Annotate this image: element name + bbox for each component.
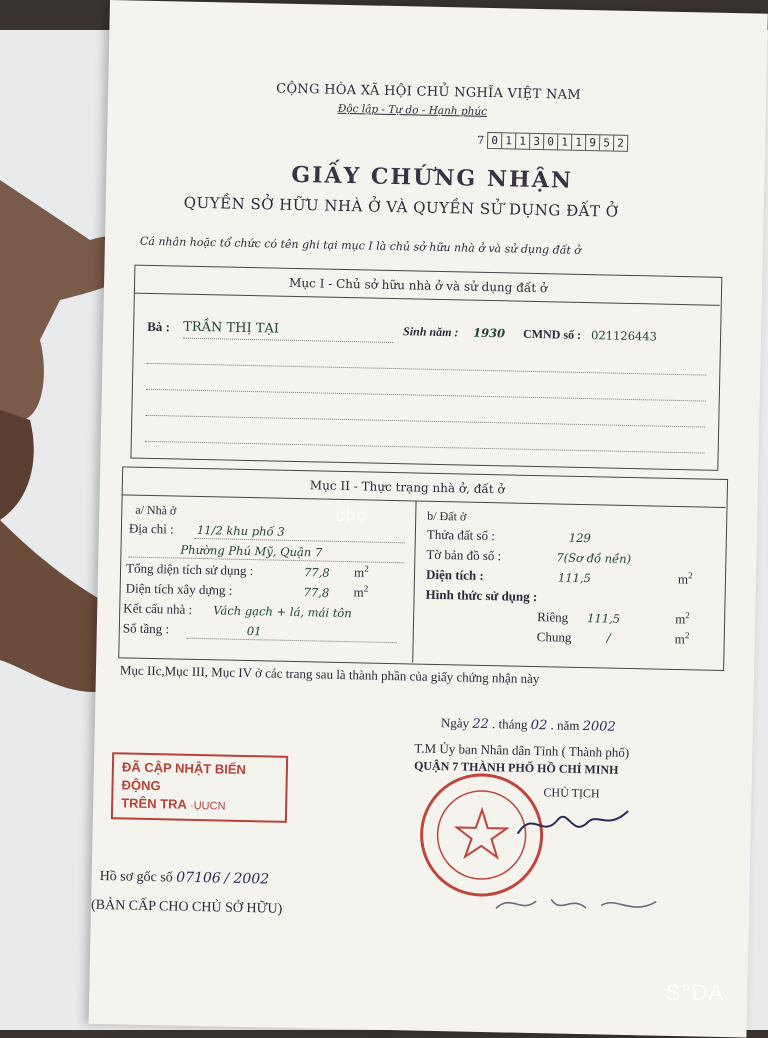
shared-area: / xyxy=(606,630,611,645)
republic-header: CỘNG HÒA XÃ HỘI CHỦ NGHĨA VIỆT NAM xyxy=(276,81,582,103)
document-subtitle: QUYỀN SỞ HỮU NHÀ Ở VÀ QUYỀN SỬ DỤNG ĐẤT Ở xyxy=(183,193,619,221)
private-area: 111,5 xyxy=(587,611,621,626)
private-unit xyxy=(675,610,690,628)
unit: m xyxy=(677,571,689,587)
unit-sup: 2 xyxy=(684,630,690,641)
copy-note: (BẢN CẤP CHO CHỦ SỞ HỮU) xyxy=(90,897,283,917)
owner-label: Bà : xyxy=(147,318,171,335)
serial-digit: 1 xyxy=(558,134,572,149)
month: 02 xyxy=(530,717,548,734)
document-title: GIẤY CHỨNG NHẬN xyxy=(291,161,574,194)
land-heading: b/ Đất ở xyxy=(427,508,467,524)
build-area: 77,8 xyxy=(303,585,330,600)
stamp-line-2-tail: ·ỤUCN xyxy=(189,799,226,813)
address-line-2: Phường Phú Mỹ, Quận 7 xyxy=(180,542,323,560)
area-label: Diện tích : xyxy=(425,566,484,583)
unit: m xyxy=(353,564,365,580)
section-2-heading: Mục II - Thực trạng nhà ở, đất ở xyxy=(309,478,505,497)
records-label: Hồ sơ gốc số xyxy=(99,868,173,886)
signer-name-scribble xyxy=(491,888,662,922)
map-number: 7(Sơ đồ nền) xyxy=(556,550,632,567)
cho-watermark: cho xyxy=(335,504,368,526)
birth-year: 1930 xyxy=(472,325,506,341)
serial-digit: 1 xyxy=(516,134,530,149)
address-line-1: 11/2 khu phố 3 xyxy=(196,522,285,539)
structure-label: Kết cấu nhà : xyxy=(123,600,193,617)
parcel: 129 xyxy=(568,530,591,546)
section-1-heading: Mục I - Chủ sở hữu nhà ở và sử dụng đất ở xyxy=(288,275,548,296)
authority-role: CHỦ TỊCH xyxy=(543,785,600,801)
unit-sup: 2 xyxy=(364,563,369,574)
day: 22 xyxy=(472,716,490,733)
serial-digit: 9 xyxy=(586,135,600,150)
footer-note: Mục IIc,Mục III, Mục IV ở các trang sau là thành phần của giấy chứng nhận này xyxy=(119,662,540,687)
land-area: 111,5 xyxy=(557,570,592,586)
update-stamp xyxy=(111,752,288,823)
month-label: tháng xyxy=(498,716,528,732)
day-label: Ngày xyxy=(440,715,470,731)
total-area-unit xyxy=(354,563,369,581)
unit-sup: 2 xyxy=(685,610,690,621)
structure: Vách gạch + lá, mái tôn xyxy=(213,603,352,621)
unit-sup: 2 xyxy=(688,570,693,581)
unit: m xyxy=(674,631,686,647)
stamp-line-1: ĐÃ CẬP NHẬT BIẾN ĐỘNG xyxy=(121,759,247,794)
serial-digits xyxy=(487,132,628,152)
land-area-unit xyxy=(678,570,693,588)
total-area-label: Tổng diện tích sử dụng : xyxy=(125,560,254,579)
serial-digit: 0 xyxy=(544,134,558,149)
shared-unit xyxy=(675,630,690,648)
authority-line-2: QUẬN 7 THÀNH PHỐ HỒ CHÍ MINH xyxy=(413,758,619,777)
floors: 01 xyxy=(246,624,262,639)
shared-label: Chung xyxy=(536,629,572,645)
year: 2002 xyxy=(582,719,616,735)
records-line: Hồ sơ gốc số 07106 / 2002 xyxy=(99,868,270,888)
certificate-paper xyxy=(89,0,768,1038)
serial-digit: 1 xyxy=(502,133,516,148)
serial-prefix: 7 xyxy=(477,133,485,147)
address-label: Địa chỉ : xyxy=(128,520,174,537)
id-number: 021126443 xyxy=(590,328,658,344)
serial-digit: 0 xyxy=(488,133,502,148)
records-year: 2002 xyxy=(233,870,270,888)
serial-digit: 2 xyxy=(617,136,625,150)
total-area: 77,8 xyxy=(303,565,330,580)
private-label: Riêng xyxy=(537,609,569,625)
serial-digit: 5 xyxy=(600,135,614,150)
usage-label: Hình thức sử dụng : xyxy=(425,586,538,605)
motto: Độc lập - Tự do - Hạnh phúc xyxy=(337,102,488,118)
authority-line-1: T.M Ủy ban Nhân dân Tỉnh ( Thành phố) xyxy=(414,740,630,761)
map-label: Tờ bản đồ số : xyxy=(426,546,502,564)
floors-label: Số tầng : xyxy=(122,620,170,637)
id-label: CMND số : xyxy=(522,326,582,342)
year-label: năm xyxy=(556,717,580,733)
stamp-line-2: TRÊN TRA xyxy=(121,795,187,812)
section-1-box xyxy=(130,265,722,471)
unit: m xyxy=(353,584,364,600)
house-heading: a/ Nhà ở xyxy=(135,502,177,518)
serial-digit: 1 xyxy=(572,135,586,150)
soda-watermark: S°DA xyxy=(666,980,725,1005)
parcel-label: Thửa đất số : xyxy=(426,526,496,544)
serial-digit: 3 xyxy=(530,134,544,149)
serial-number xyxy=(477,132,628,152)
intro-text: Cá nhân hoặc tổ chức có tên ghi tại mục I là chủ sở hữu nhà ở và sử dụng đất ở xyxy=(139,234,582,257)
records-number: 07106 xyxy=(176,869,221,887)
build-area-label: Diện tích xây dựng : xyxy=(125,580,233,598)
signature xyxy=(512,799,633,852)
date-line: Ngày 22 . tháng 02 . năm 2002 xyxy=(440,715,616,735)
birth-label: Sinh năm : xyxy=(402,324,459,340)
owner-name: TRẦN THỊ TẠI xyxy=(183,319,280,337)
unit: m xyxy=(675,611,686,627)
build-area-unit xyxy=(353,583,368,601)
unit-sup: 2 xyxy=(363,583,369,594)
